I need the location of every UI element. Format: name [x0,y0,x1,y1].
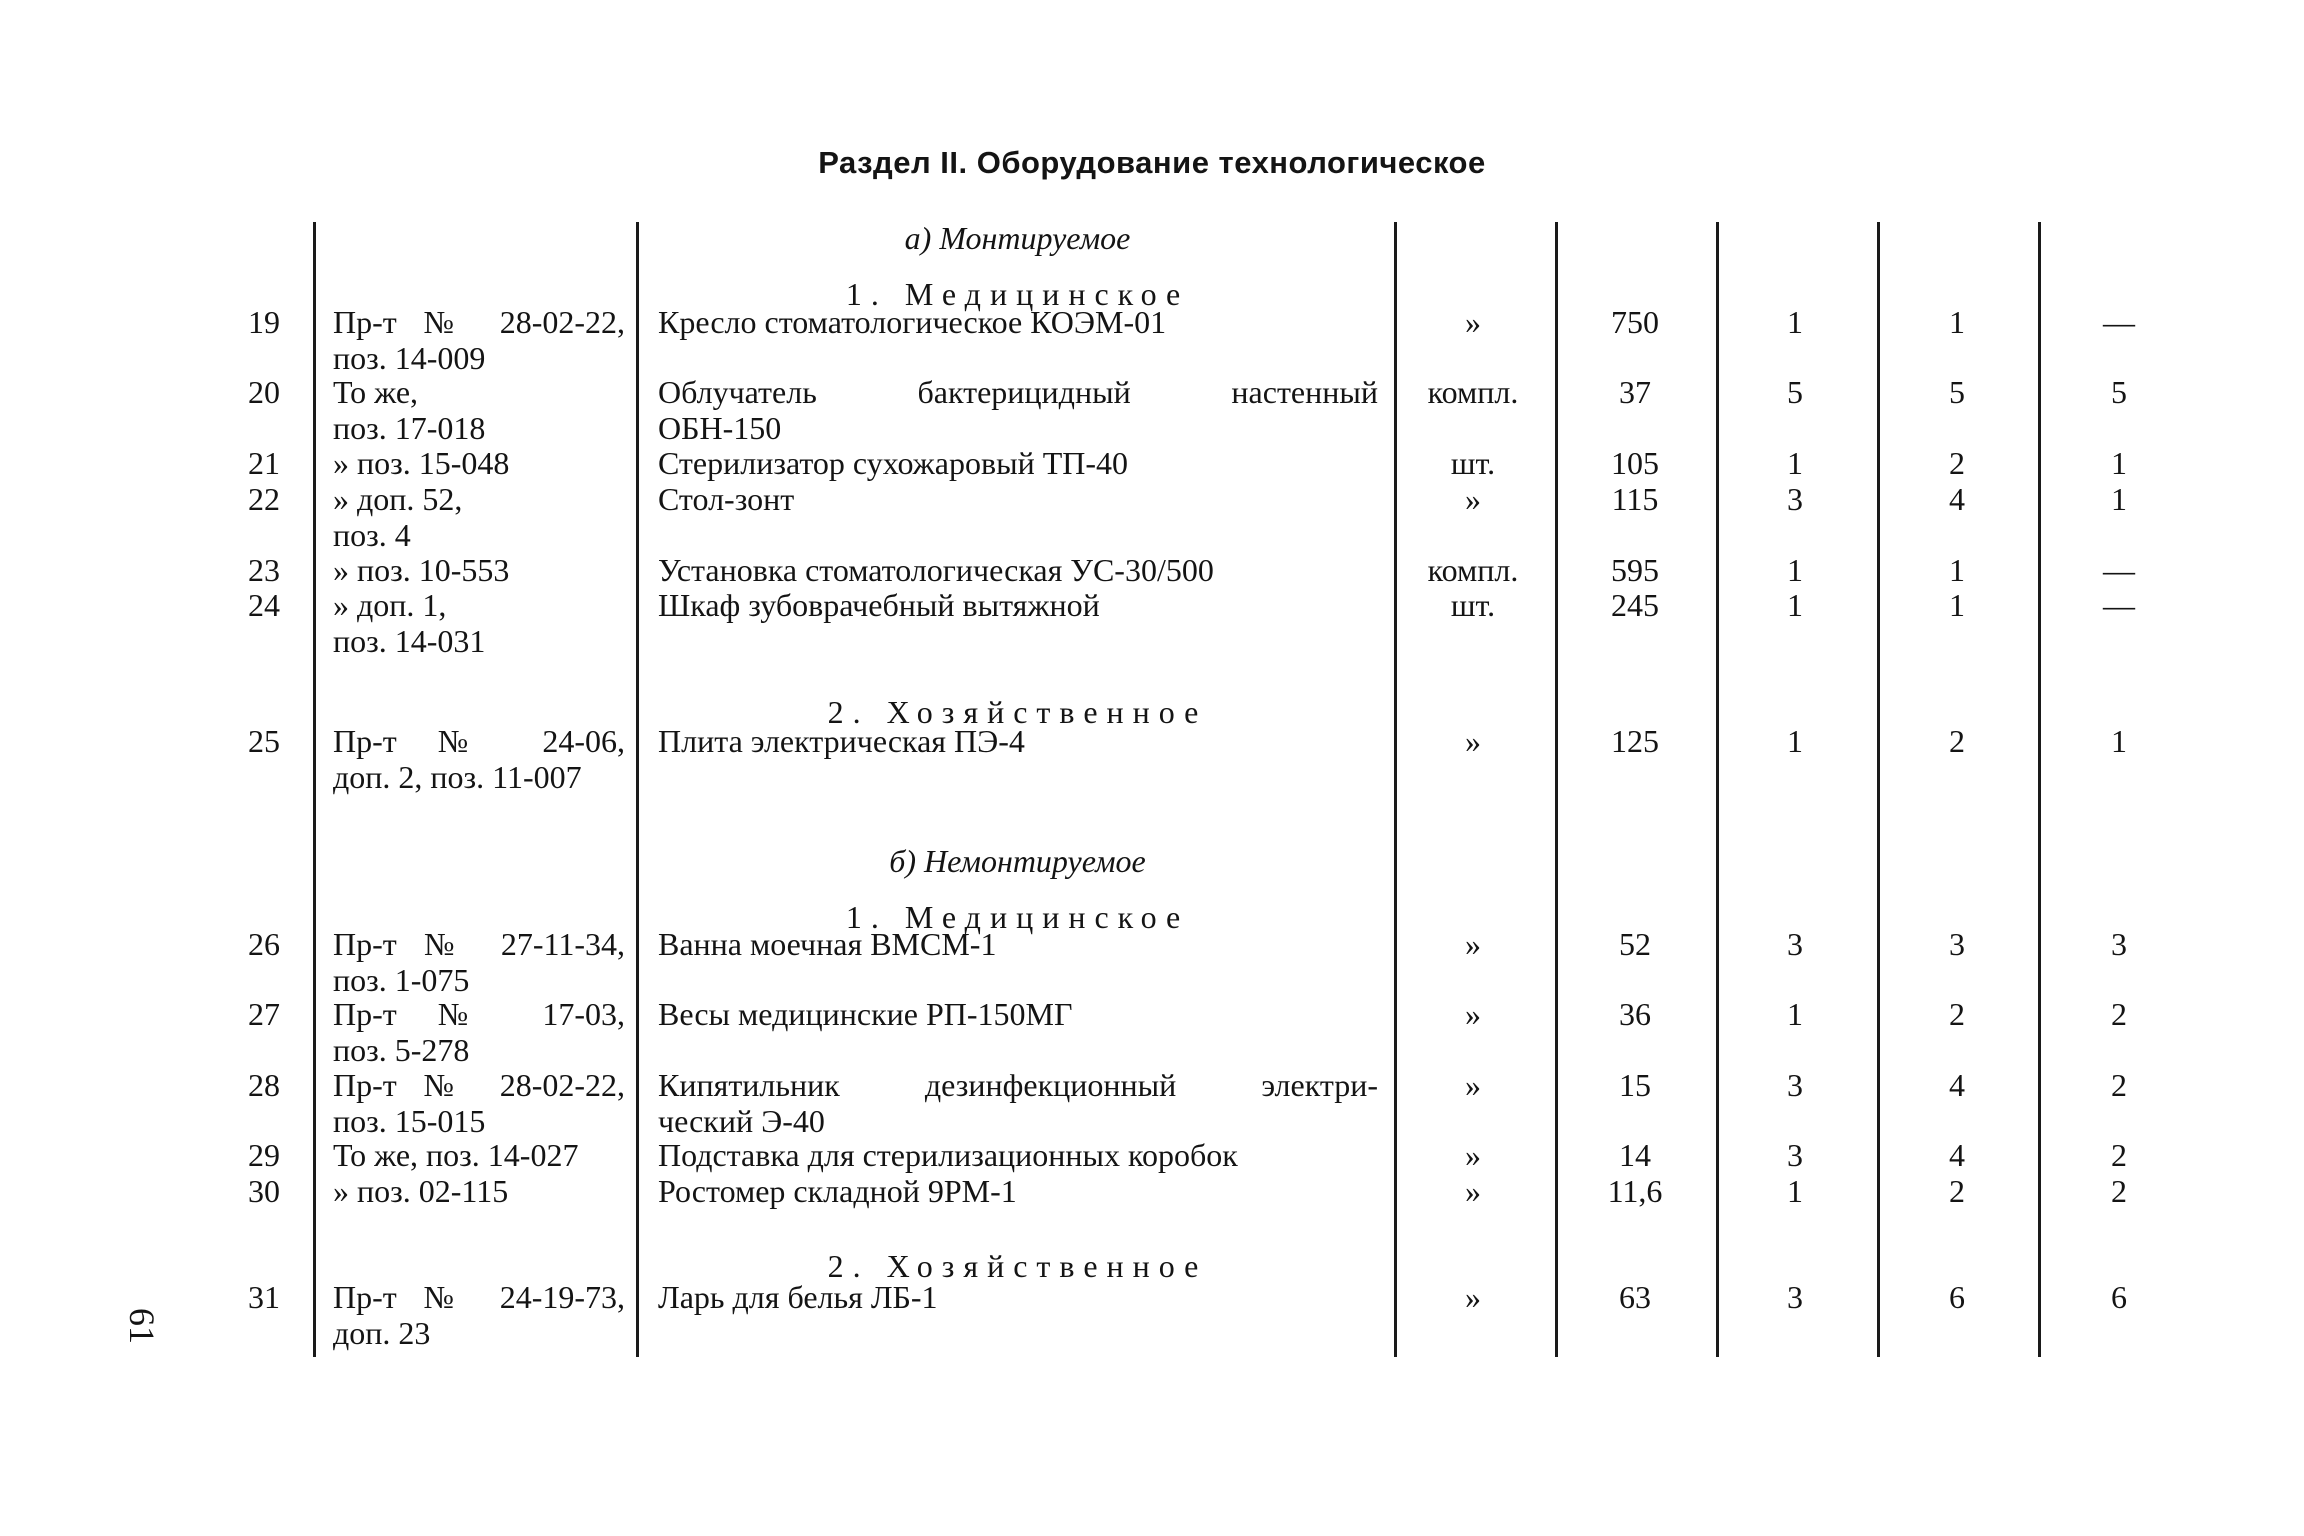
quantity-cell: — [2103,587,2135,623]
row-number: 26 [248,926,280,962]
quantity-cell: 6 [1949,1279,1965,1315]
unit-cell: » [1465,481,1481,517]
source-reference: поз. 1-075 [333,962,470,998]
column-rule [1877,222,1880,1357]
price-cell: 125 [1611,723,1659,759]
equipment-name: Весы медицинские РП-150МГ [658,996,1073,1032]
quantity-cell: 1 [1949,304,1965,340]
source-reference: поз. 4 [333,517,411,553]
source-reference: Пр-т № 17-03, [333,996,625,1032]
quantity-cell: 4 [1949,481,1965,517]
unit-cell: компл. [1427,552,1519,588]
source-reference: То же, поз. 14-027 [333,1137,579,1173]
group-heading: б) Немонтируемое [889,843,1146,879]
unit-cell: шт. [1450,587,1496,623]
row-number: 22 [248,481,280,517]
subsection-heading: 2. Хозяйственное [827,1248,1208,1284]
price-cell: 11,6 [1607,1173,1663,1209]
row-number: 31 [248,1279,280,1315]
equipment-name: Стерилизатор сухожаровый ТП-40 [658,445,1129,481]
page-number: 61 [122,1308,162,1344]
quantity-cell: 2 [1949,723,1965,759]
price-cell: 37 [1619,374,1651,410]
column-rule [313,222,316,1357]
quantity-cell: 3 [1787,1279,1803,1315]
source-reference: » поз. 02-115 [333,1173,509,1209]
price-cell: 105 [1611,445,1659,481]
price-cell: 245 [1611,587,1659,623]
equipment-name: Ларь для белья ЛБ-1 [658,1279,938,1315]
quantity-cell: 2 [1949,445,1965,481]
price-cell: 595 [1611,552,1659,588]
source-reference: Пр-т № 24-19-73, [333,1279,625,1315]
quantity-cell: 1 [2111,481,2127,517]
equipment-name: Ростомер складной 9РМ-1 [658,1173,1017,1209]
quantity-cell: 2 [1949,1173,1965,1209]
source-reference: поз. 15-015 [333,1103,486,1139]
quantity-cell: 1 [1787,304,1803,340]
row-number: 27 [248,996,280,1032]
row-number: 20 [248,374,280,410]
quantity-cell: 6 [2111,1279,2127,1315]
row-number: 23 [248,552,280,588]
price-cell: 63 [1619,1279,1651,1315]
quantity-cell: 1 [2111,723,2127,759]
equipment-name: Подставка для стерилизационных коробок [658,1137,1238,1173]
row-number: 21 [248,445,280,481]
row-number: 28 [248,1067,280,1103]
column-rule [2038,222,2041,1357]
unit-cell: » [1465,1173,1481,1209]
quantity-cell: — [2103,552,2135,588]
row-number: 30 [248,1173,280,1209]
quantity-cell: 3 [2111,926,2127,962]
unit-cell: » [1465,1067,1481,1103]
column-rule [1555,222,1558,1357]
equipment-name: Установка стоматологическая УС-30/500 [658,552,1214,588]
row-number: 29 [248,1137,280,1173]
quantity-cell: 2 [2111,996,2127,1032]
quantity-cell: 1 [2111,445,2127,481]
equipment-name: Плита электрическая ПЭ-4 [658,723,1025,759]
price-cell: 36 [1619,996,1651,1032]
quantity-cell: 3 [1787,481,1803,517]
price-cell: 14 [1619,1137,1651,1173]
source-reference: Пр-т № 27-11-34, [333,926,625,962]
quantity-cell: 2 [2111,1067,2127,1103]
subsection-heading: 2. Хозяйственное [827,694,1208,730]
quantity-cell: 4 [1949,1067,1965,1103]
group-heading: а) Монтируемое [904,220,1131,256]
quantity-cell: 1 [1787,996,1803,1032]
row-number: 24 [248,587,280,623]
source-reference: поз. 14-031 [333,623,486,659]
row-number: 25 [248,723,280,759]
source-reference: поз. 17-018 [333,410,486,446]
equipment-name: Кипятильник дезинфекционный электри- [658,1067,1378,1103]
unit-cell: » [1465,1137,1481,1173]
unit-cell: компл. [1427,374,1519,410]
quantity-cell: 2 [1949,996,1965,1032]
price-cell: 52 [1619,926,1651,962]
equipment-name: ОБН-150 [658,410,782,446]
equipment-name: Стол-зонт [658,481,795,517]
quantity-cell: 5 [1787,374,1803,410]
quantity-cell: 1 [1787,723,1803,759]
equipment-name: Ванна моечная ВМСМ-1 [658,926,997,962]
unit-cell: » [1465,304,1481,340]
subsection-heading: 1. Медицинское [845,276,1190,312]
column-rule [1394,222,1397,1357]
source-reference: Пр-т № 28-02-22, [333,304,625,340]
source-reference: » поз. 10-553 [333,552,510,588]
source-reference: » поз. 15-048 [333,445,510,481]
quantity-cell: 3 [1949,926,1965,962]
source-reference: Пр-т № 24-06, [333,723,625,759]
source-reference: поз. 14-009 [333,340,486,376]
quantity-cell: 1 [1949,552,1965,588]
unit-cell: » [1465,926,1481,962]
column-rule [1716,222,1719,1357]
quantity-cell: 4 [1949,1137,1965,1173]
quantity-cell: 5 [2111,374,2127,410]
source-reference: » доп. 52, [333,481,463,517]
source-reference: » доп. 1, [333,587,447,623]
unit-cell: » [1465,1279,1481,1315]
source-reference: доп. 23 [333,1315,431,1351]
quantity-cell: 3 [1787,1137,1803,1173]
unit-cell: » [1465,996,1481,1032]
source-reference: доп. 2, поз. 11-007 [333,759,582,795]
unit-cell: » [1465,723,1481,759]
quantity-cell: 1 [1787,552,1803,588]
quantity-cell: 1 [1787,1173,1803,1209]
quantity-cell: 1 [1787,445,1803,481]
quantity-cell: 3 [1787,1067,1803,1103]
quantity-cell: 5 [1949,374,1965,410]
quantity-cell: 1 [1949,587,1965,623]
source-reference: поз. 5-278 [333,1032,470,1068]
subsection-heading: 1. Медицинское [845,899,1190,935]
page-title: Раздел II. Оборудование технологическое [818,145,1486,180]
unit-cell: шт. [1450,445,1496,481]
quantity-cell: 1 [1787,587,1803,623]
quantity-cell: 3 [1787,926,1803,962]
price-cell: 750 [1611,304,1659,340]
column-rule [636,222,639,1357]
quantity-cell: 2 [2111,1173,2127,1209]
quantity-cell: 2 [2111,1137,2127,1173]
equipment-name: ческий Э-40 [658,1103,825,1139]
equipment-name: Облучатель бактерицидный настенный [658,374,1378,410]
source-reference: Пр-т № 28-02-22, [333,1067,625,1103]
source-reference: То же, [333,374,419,410]
equipment-name: Шкаф зубоврачебный вытяжной [658,587,1100,623]
equipment-name: Кресло стоматологическое КОЭМ-01 [658,304,1167,340]
row-number: 19 [248,304,280,340]
price-cell: 15 [1619,1067,1651,1103]
price-cell: 115 [1611,481,1659,517]
quantity-cell: — [2103,304,2135,340]
